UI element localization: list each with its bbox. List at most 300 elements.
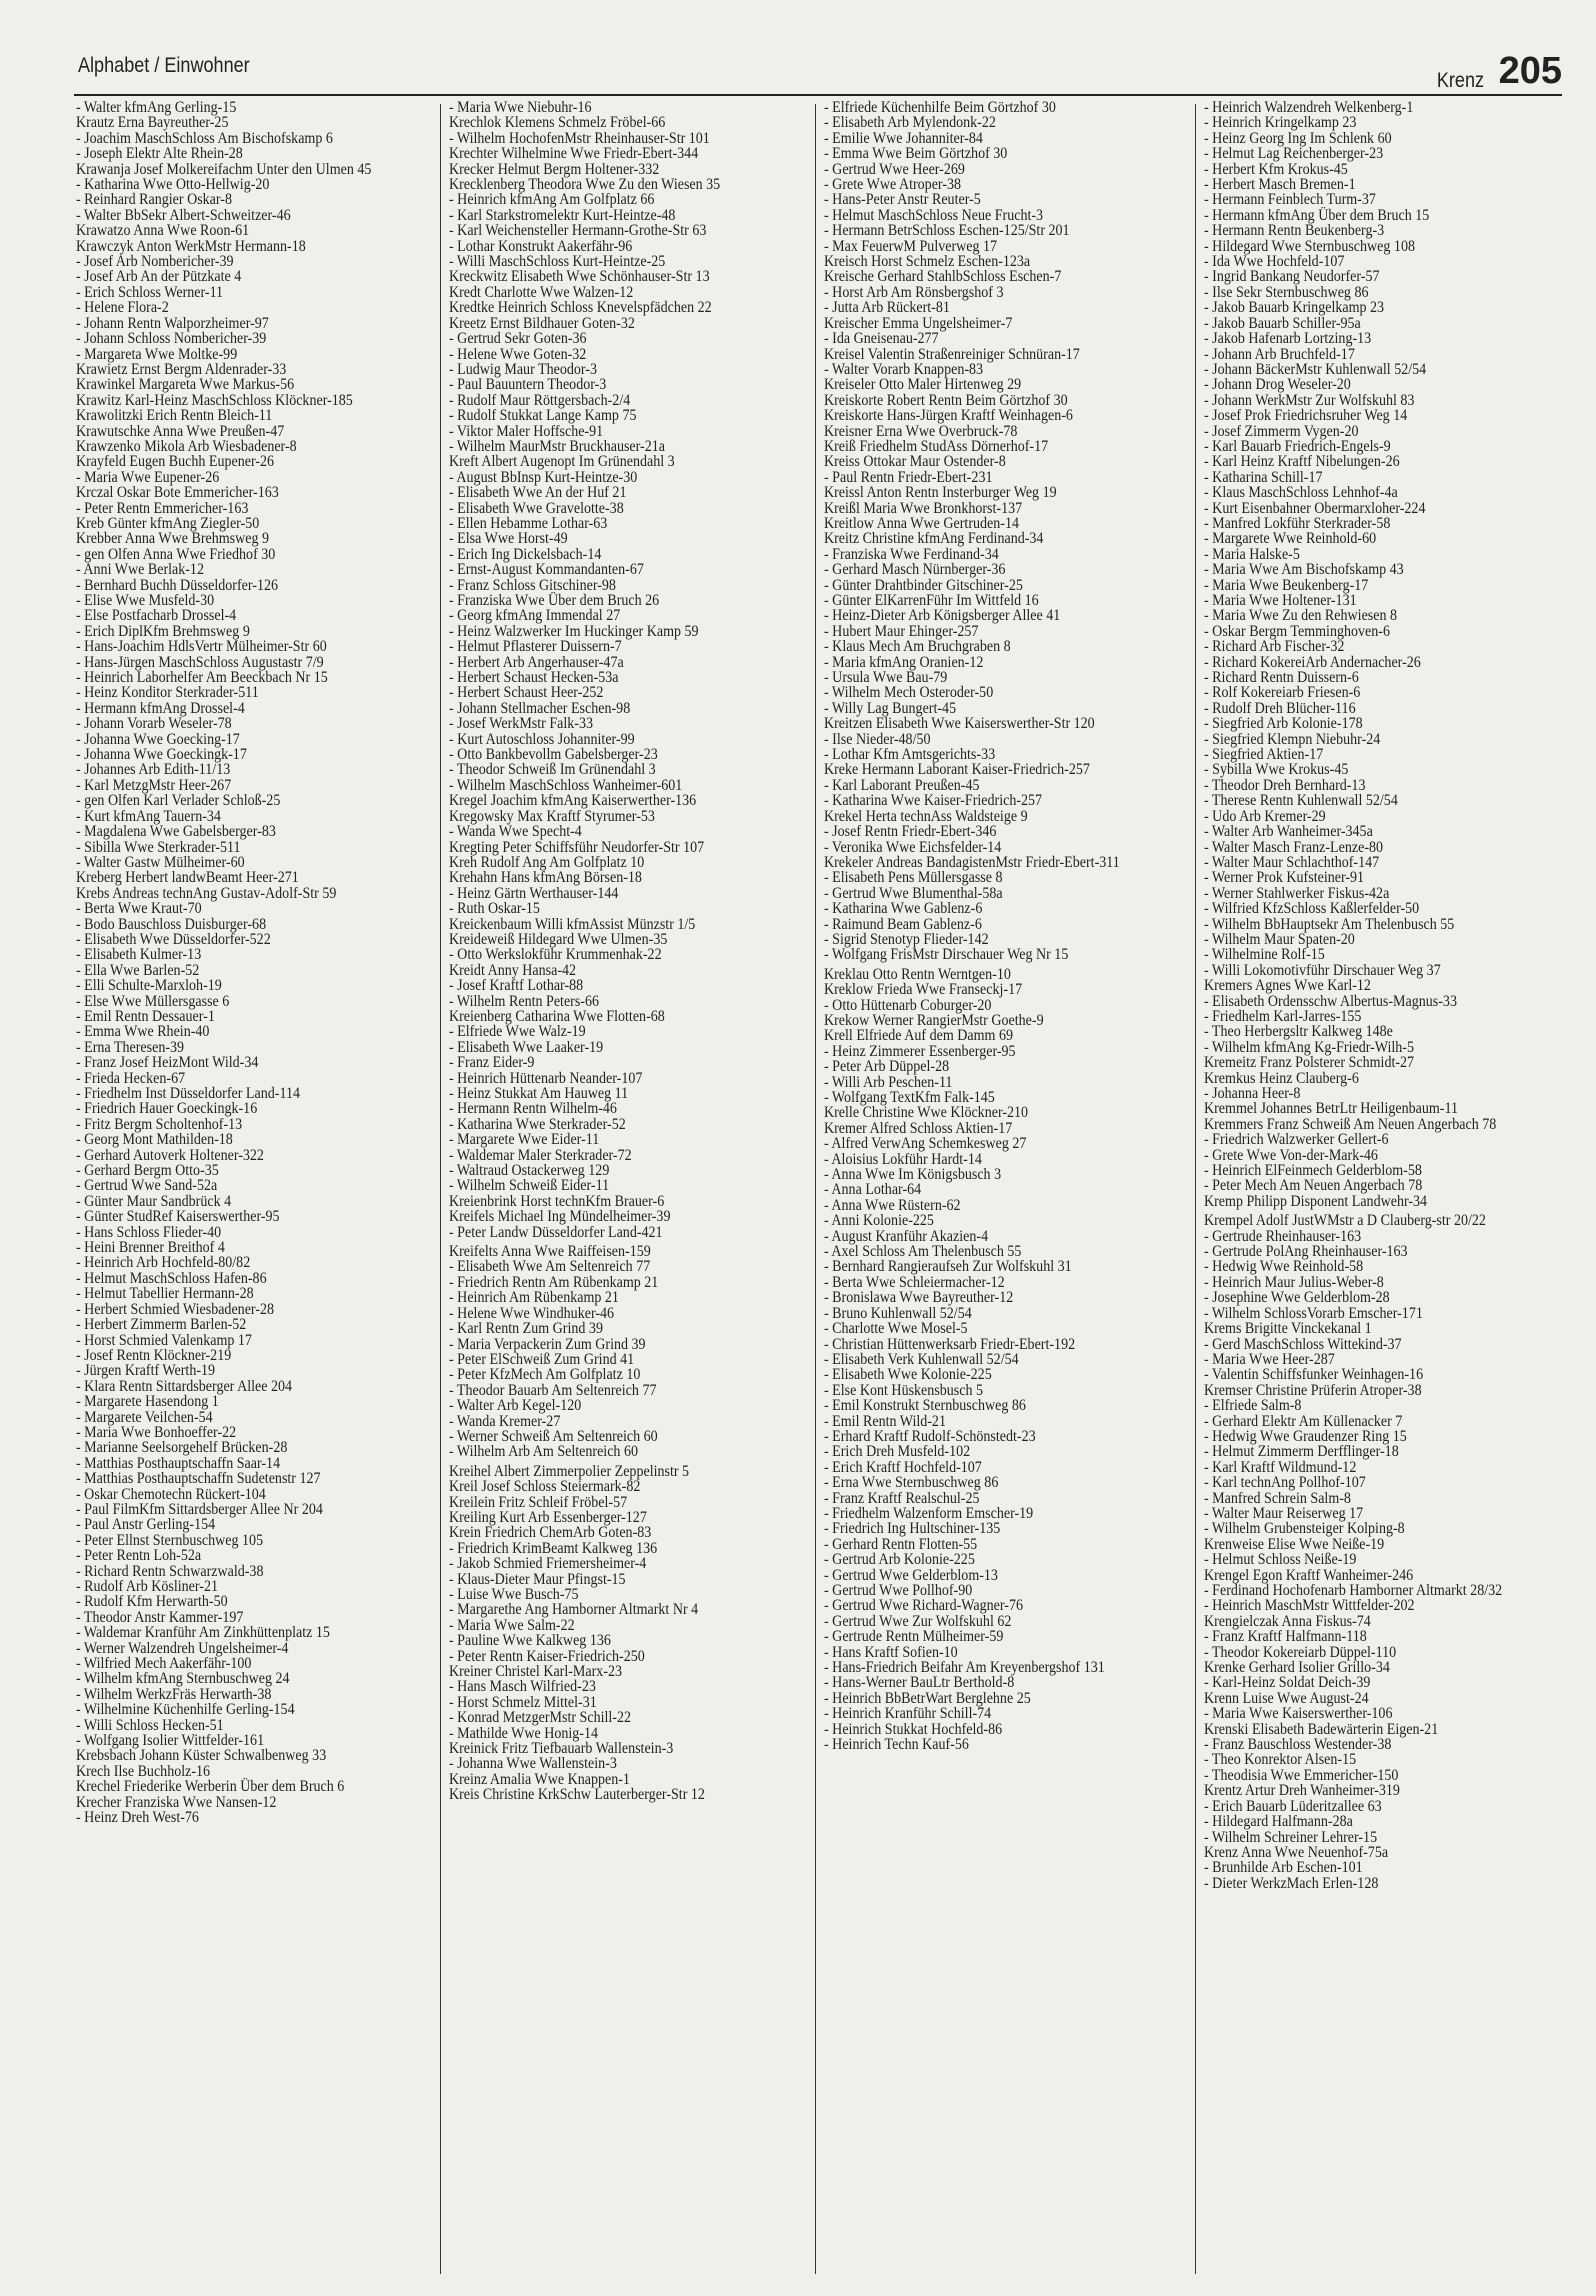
directory-entry: - Waldemar Kranführ Am Zinkhüttenplatz 15 bbox=[76, 1624, 330, 1642]
directory-entry: - Margarethe Ang Hamborner Altmarkt Nr 4 bbox=[449, 1601, 699, 1619]
directory-entry: - Helmut Zimmerm Derfflinger-18 bbox=[1204, 1443, 1399, 1461]
directory-entry: Kreft Albert Augenopt Im Grünendahl 3 bbox=[449, 453, 675, 471]
directory-entry: Kreetz Ernst Bildhauer Goten-32 bbox=[449, 314, 635, 332]
directory-entry: - Rudolf Dreh Blücher-116 bbox=[1204, 699, 1356, 717]
directory-entry: - Karl technAng Pollhof-107 bbox=[1204, 1474, 1366, 1492]
directory-entry: - Oskar Chemotechn Rückert-104 bbox=[76, 1485, 266, 1503]
directory-entry: - Lothar Kfm Amtsgerichts-33 bbox=[824, 746, 996, 764]
directory-entry: - Werner Schweiß Am Seltenreich 60 bbox=[449, 1427, 658, 1445]
directory-entry: - Karl Kraftf Wildmund-12 bbox=[1204, 1458, 1357, 1476]
directory-entry: - Maria Wwe Niebuhr-16 bbox=[449, 100, 592, 116]
directory-entry: - Heini Brenner Breithof 4 bbox=[76, 1239, 225, 1257]
directory-entry: - Ilse Sekr Sternbuschweg 86 bbox=[1204, 283, 1369, 301]
directory-entry: Kregowsky Max Kraftf Styrumer-53 bbox=[449, 807, 655, 825]
directory-entry: - Helene Wwe Goten-32 bbox=[449, 345, 587, 363]
directory-entry: - Hermann Feinblech Turm-37 bbox=[1204, 191, 1376, 209]
directory-entry: - Gertrud Wwe Blumenthal-58a bbox=[824, 884, 1003, 902]
directory-entry: - Gertrud Arb Kolonie-225 bbox=[824, 1551, 975, 1569]
directory-entry: Kreihel Albert Zimmerpolier Zeppelinstr 5 bbox=[449, 1462, 690, 1480]
directory-entry: Krenski Elisabeth Badewärterin Eigen-21 bbox=[1204, 1720, 1439, 1738]
directory-entry: - Herbert Masch Bremen-1 bbox=[1204, 176, 1356, 194]
directory-entry: - Siegfried Arb Kolonie-178 bbox=[1204, 715, 1363, 733]
directory-entry: Kreitlow Anna Wwe Gertruden-14 bbox=[824, 514, 1020, 532]
directory-entry: - Friedhelm Walzenform Emscher-19 bbox=[824, 1504, 1034, 1522]
directory-entry: - Heinz Konditor Sterkrader-511 bbox=[76, 684, 259, 702]
directory-entry: Krawzenko Mikola Arb Wiesbadener-8 bbox=[76, 437, 297, 455]
directory-entry: Krenweise Elise Wwe Neiße-19 bbox=[1204, 1535, 1385, 1553]
directory-entry: Kreil Josef Schloss Steiermark-82 bbox=[449, 1478, 641, 1496]
directory-entry: Krawanja Josef Molkereifachm Unter den Ulmen 45 bbox=[76, 160, 372, 178]
directory-entry: - Walter Arb Wanheimer-345a bbox=[1204, 823, 1373, 841]
directory-entry: - Heinz Gärtn Werthauser-144 bbox=[449, 884, 619, 902]
directory-entry: - Wanda Wwe Specht-4 bbox=[449, 823, 582, 841]
directory-entry: Krentz Artur Dreh Wanheimer-319 bbox=[1204, 1782, 1400, 1800]
directory-entry: - Erich Ing Dickelsbach-14 bbox=[449, 545, 602, 563]
directory-entry: - Anna Lothar-64 bbox=[824, 1181, 922, 1199]
directory-entry: - Else Kont Hüskensbusch 5 bbox=[824, 1381, 984, 1399]
directory-entry: - Hermann Rentn Wilhelm-46 bbox=[449, 1100, 617, 1118]
directory-entry: - Johann Vorarb Weseler-78 bbox=[76, 715, 232, 733]
directory-entry: - Gertrud Sekr Goten-36 bbox=[449, 330, 587, 348]
column-divider bbox=[1195, 104, 1196, 2274]
directory-entry: - Günter StudRef Kaiserswerther-95 bbox=[76, 1208, 280, 1226]
directory-entry: - Elli Schulte-Marxloh-19 bbox=[76, 977, 222, 995]
directory-entry: Kreitz Christine kfmAng Ferdinand-34 bbox=[824, 530, 1044, 548]
directory-entry: - gen Olfen Anna Wwe Friedhof 30 bbox=[76, 545, 276, 563]
directory-entry: - Paul Bauuntern Theodor-3 bbox=[449, 376, 607, 394]
directory-entry: - Elisabeth Wwe Am Seltenreich 77 bbox=[449, 1258, 651, 1276]
directory-entry: Kreiß Friedhelm StudAss Dörnerhof-17 bbox=[824, 437, 1049, 455]
directory-entry: Kreberg Herbert landwBeamt Heer-271 bbox=[76, 869, 299, 887]
directory-entry: Krayfeld Eugen Buchh Eupener-26 bbox=[76, 453, 275, 471]
directory-entry: Krawietz Ernst Bergm Aldenrader-33 bbox=[76, 360, 287, 378]
directory-entry: - Hubert Maur Ehinger-257 bbox=[824, 622, 979, 640]
directory-entry: Kreidt Anny Hansa-42 bbox=[449, 961, 577, 979]
directory-entry: - Günter Maur Sandbrück 4 bbox=[76, 1192, 232, 1210]
directory-entry: - Richard Rentn Duissern-6 bbox=[1204, 669, 1359, 687]
directory-entry: - Friedrich KrimBeamt Kalkweg 136 bbox=[449, 1539, 658, 1557]
directory-entry: - Udo Arb Kremer-29 bbox=[1204, 807, 1326, 825]
directory-entry: - Ellen Hebamme Lothar-63 bbox=[449, 514, 608, 532]
directory-entry: - Emilie Wwe Johanniter-84 bbox=[824, 129, 983, 147]
directory-entry: - Anni Kolonie-225 bbox=[824, 1212, 934, 1230]
directory-entry: Kreinz Amalia Wwe Knappen-1 bbox=[449, 1770, 630, 1788]
directory-entry: - Manfred Lokführ Sterkrader-58 bbox=[1204, 514, 1391, 532]
directory-entry: Kreifels Michael Ing Mündelheimer-39 bbox=[449, 1208, 671, 1226]
directory-entry: Krechel Friederike Werberin Über dem Bruch 6 bbox=[76, 1778, 345, 1796]
directory-entry: - Hans Kraftf Sofien-10 bbox=[824, 1643, 958, 1661]
directory-entry: - Berta Wwe Schleiermacher-12 bbox=[824, 1273, 1005, 1291]
directory-entry: - Kurt Autoschloss Johanniter-99 bbox=[449, 730, 635, 748]
directory-entry: - Gerhard Rentn Flotten-55 bbox=[824, 1535, 978, 1553]
directory-entry: - Luise Wwe Busch-75 bbox=[449, 1586, 579, 1603]
directory-entry: - Wilhelm Mech Osteroder-50 bbox=[824, 684, 994, 702]
directory-entry: Krebsbach Johann Küster Schwalbenweg 33 bbox=[76, 1747, 327, 1765]
directory-entry: - Reinhard Rangier Oskar-8 bbox=[76, 191, 232, 209]
directory-entry: Krenn Luise Wwe August-24 bbox=[1204, 1689, 1369, 1707]
directory-entry: Krawinkel Margareta Wwe Markus-56 bbox=[76, 376, 295, 394]
directory-entry: - Erich Bauarb Lüderitzallee 63 bbox=[1204, 1797, 1382, 1815]
directory-entry: - Elisabeth Pens Müllersgasse 8 bbox=[824, 869, 1003, 887]
directory-entry: - Heinz Walzwerker Im Huckinger Kamp 59 bbox=[449, 622, 699, 640]
directory-entry: - Gertrud Wwe Sand-52a bbox=[76, 1177, 218, 1195]
directory-entry: - Mathilde Wwe Honig-14 bbox=[449, 1724, 599, 1742]
directory-entry: Kreiskorte Hans-Jürgen Kraftf Weinhagen-6 bbox=[824, 407, 1073, 425]
directory-entry: - Anna Wwe Rüstern-62 bbox=[824, 1196, 961, 1214]
directory-entry: - Wilfried Mech Aakerfähr-100 bbox=[76, 1655, 252, 1673]
directory-entry: - Elisabeth Wwe Düsseldorfer-522 bbox=[76, 930, 271, 948]
directory-entry: - Max FeuerwM Pulverweg 17 bbox=[824, 237, 998, 255]
directory-entry: - Werner Walzendreh Ungelsheimer-4 bbox=[76, 1639, 289, 1657]
directory-entry: - Ella Wwe Barlen-52 bbox=[76, 961, 200, 979]
directory-entry: - Gerhard Elektr Am Küllenacker 7 bbox=[1204, 1412, 1403, 1430]
directory-entry: - Elisabeth Wwe Laaker-19 bbox=[449, 1038, 604, 1056]
directory-entry: - Hermann kfmAng Über dem Bruch 15 bbox=[1204, 206, 1430, 224]
directory-entry: Kreinick Fritz Tiefbauarb Wallenstein-3 bbox=[449, 1740, 674, 1758]
directory-entry: - Ilse Nieder-48/50 bbox=[824, 730, 931, 748]
directory-entry: - Therese Rentn Kuhlenwall 52/54 bbox=[1204, 792, 1398, 810]
directory-entry: - Richard Arb Fischer-32 bbox=[1204, 638, 1345, 656]
directory-entry: - Heinz Zimmerer Essenberger-95 bbox=[824, 1042, 1016, 1060]
directory-entry: Kreis Christine KrkSchw Lauterberger-Str 12 bbox=[449, 1786, 705, 1804]
directory-entry: Krech Ilse Buchholz-16 bbox=[76, 1762, 211, 1780]
directory-entry: - Josef Arb An der Pützkate 4 bbox=[76, 268, 242, 286]
directory-entry: - Gertrud Wwe Zur Wolfskuhl 62 bbox=[824, 1612, 1012, 1630]
directory-entry: - Johannes Arb Edith-11/13 bbox=[76, 761, 231, 779]
directory-entry: - Walter Arb Kegel-120 bbox=[449, 1397, 582, 1415]
directory-entry: - Franz Josef HeizMont Wild-34 bbox=[76, 1054, 259, 1072]
directory-entry: - Heinrich Stukkat Hochfeld-86 bbox=[824, 1720, 1003, 1738]
directory-entry: - Wilhelm Arb Am Seltenreich 60 bbox=[449, 1443, 638, 1461]
directory-entry: Krenz Anna Wwe Neuenhof-75a bbox=[1204, 1843, 1389, 1861]
directory-entry: - Peter KfzMech Am Golfplatz 10 bbox=[449, 1366, 641, 1384]
directory-entry: - Heinz Stukkat Am Hauweg 11 bbox=[449, 1085, 629, 1102]
directory-entry: Kregel Joachim kfmAng Kaiserwerther-136 bbox=[449, 792, 697, 810]
directory-entry: - Ida Gneisenau-277 bbox=[824, 330, 939, 348]
directory-entry: - Theodisia Wwe Emmericher-150 bbox=[1204, 1766, 1399, 1784]
directory-entry: Krecklenberg Theodora Wwe Zu den Wiesen 35 bbox=[449, 176, 721, 194]
directory-entry: - Katharina Wwe Kaiser-Friedrich-257 bbox=[824, 792, 1043, 810]
directory-entry: - Heinrich BbBetrWart Berglehne 25 bbox=[824, 1689, 1031, 1707]
directory-entry: - Karl-Heinz Soldat Deich-39 bbox=[1204, 1674, 1371, 1692]
directory-entry: - Elfriede Wwe Walz-19 bbox=[449, 1023, 586, 1041]
directory-entry: - Richard Rentn Schwarzwald-38 bbox=[76, 1562, 264, 1580]
directory-entry: - Gertrude PolAng Rheinhauser-163 bbox=[1204, 1243, 1408, 1261]
directory-entry: - Matthias Posthauptschaffn Saar-14 bbox=[76, 1454, 281, 1472]
running-head-keyword: Krenz bbox=[1437, 69, 1485, 92]
directory-entry: - Hans-Jürgen MaschSchloss Augustastr 7/9 bbox=[76, 653, 324, 671]
directory-entry: - Klaus-Dieter Maur Pfingst-15 bbox=[449, 1570, 626, 1588]
directory-entry: - Otto Hüttenarb Coburger-20 bbox=[824, 996, 992, 1014]
directory-entry: - Wilhelm BbHauptsekr Am Thelenbusch 55 bbox=[1204, 915, 1455, 933]
directory-entry: - Franz Kraftf Realschul-25 bbox=[824, 1489, 980, 1507]
directory-entry: - Heinrich Kringelkamp 23 bbox=[1204, 114, 1357, 132]
directory-entry: - Gerhard Masch Nürnberger-36 bbox=[824, 561, 1006, 579]
directory-entry: Kreklow Frieda Wwe Franseckj-17 bbox=[824, 981, 1023, 999]
directory-entry: - Katharina Wwe Otto-Hellwig-20 bbox=[76, 176, 270, 194]
directory-entry: - Hermann BetrSchloss Eschen-125/Str 201 bbox=[824, 222, 1070, 240]
directory-entry: - Friedhelm Karl-Jarres-155 bbox=[1204, 1007, 1362, 1025]
directory-entry: - Walter kfmAng Gerling-15 bbox=[76, 100, 237, 116]
directory-entry: - Wilhelm Maur Spaten-20 bbox=[1204, 930, 1355, 948]
directory-entry: Krczal Oskar Bote Emmericher-163 bbox=[76, 484, 279, 502]
directory-entry: - Valentin Schiffsfunker Weinhagen-16 bbox=[1204, 1366, 1424, 1384]
directory-entry: - Johanna Wwe Goecking-17 bbox=[76, 730, 240, 748]
directory-entry: - Lothar Konstrukt Aakerfähr-96 bbox=[449, 237, 633, 255]
directory-entry: - Katharina Wwe Gablenz-6 bbox=[824, 900, 983, 918]
directory-entry: - Karl Starkstromelektr Kurt-Heintze-48 bbox=[449, 206, 676, 224]
directory-entry: - Peter Ellnst Sternbuschweg 105 bbox=[76, 1531, 264, 1549]
directory-entry: - Georg Mont Mathilden-18 bbox=[76, 1131, 233, 1149]
directory-entry: - Rudolf Stukkat Lange Kamp 75 bbox=[449, 407, 637, 425]
directory-entry: Krawczyk Anton WerkMstr Hermann-18 bbox=[76, 237, 306, 255]
directory-entry: - Christian Hüttenwerksarb Friedr-Ebert-192 bbox=[824, 1335, 1076, 1353]
directory-entry: - Aloisius Lokführ Hardt-14 bbox=[824, 1150, 982, 1168]
directory-entry: - Hedwig Wwe Reinhold-58 bbox=[1204, 1258, 1364, 1276]
directory-entry: - Erich Dreh Musfeld-102 bbox=[824, 1443, 971, 1461]
directory-entry: - Katharina Wwe Sterkrader-52 bbox=[449, 1115, 626, 1133]
directory-entry: Kreiss Ottokar Maur Ostender-8 bbox=[824, 453, 1006, 471]
directory-entry: Kremser Christine Prüferin Atroper-38 bbox=[1204, 1381, 1422, 1399]
directory-entry: - Helmut Lag Reichenberger-23 bbox=[1204, 145, 1384, 163]
column-divider bbox=[440, 104, 441, 2274]
directory-entry: - Rudolf Kfm Herwarth-50 bbox=[76, 1593, 228, 1611]
directory-entry: Kreienberg Catharina Wwe Flotten-68 bbox=[449, 1007, 665, 1025]
directory-entry: - Helmut Tabellier Hermann-28 bbox=[76, 1285, 254, 1303]
directory-entry: Kreitzen Elisabeth Wwe Kaiserswerther-Str 120 bbox=[824, 715, 1095, 733]
directory-entry: Kreiling Kurt Arb Essenberger-127 bbox=[449, 1508, 647, 1526]
directory-entry: Kreke Hermann Laborant Kaiser-Friedrich-257 bbox=[824, 761, 1090, 779]
page-header bbox=[74, 48, 1562, 96]
directory-entry: - Rudolf Arb Kösliner-21 bbox=[76, 1578, 219, 1595]
directory-entry: - Jakob Bauarb Kringelkamp 23 bbox=[1204, 299, 1385, 317]
directory-entry: - Willi MaschSchloss Kurt-Heintze-25 bbox=[449, 253, 666, 271]
directory-entry: - Berta Wwe Kraut-70 bbox=[76, 900, 202, 918]
directory-entry: - Hans-Friedrich Beifahr Am Kreyenbergshof 131 bbox=[824, 1659, 1105, 1677]
directory-entry: - Wilhelm SchlossVorarb Emscher-171 bbox=[1204, 1304, 1423, 1322]
directory-entry: - Horst Schmelz Mittel-31 bbox=[449, 1693, 597, 1711]
directory-entry: Krawolitzki Erich Rentn Bleich-11 bbox=[76, 407, 273, 425]
directory-entry: - Horst Schmied Valenkamp 17 bbox=[76, 1331, 252, 1349]
directory-entry: - Bodo Bauschloss Duisburger-68 bbox=[76, 915, 267, 933]
directory-entry: - Gertrude Rentn Mülheimer-59 bbox=[824, 1628, 1004, 1646]
directory-entry: - Jakob Hafenarb Lortzing-13 bbox=[1204, 330, 1372, 348]
directory-entry: - Maria Wwe Kaiserswerther-106 bbox=[1204, 1705, 1393, 1723]
directory-entry: - Karl Laborant Preußen-45 bbox=[824, 776, 980, 794]
directory-column-3 bbox=[824, 100, 1190, 2270]
directory-entry: - Johann Drog Weseler-20 bbox=[1204, 376, 1351, 394]
directory-entry: - Emil Rentn Dessauer-1 bbox=[76, 1007, 215, 1025]
directory-entry: - Grete Wwe Von-der-Mark-46 bbox=[1204, 1146, 1378, 1164]
directory-entry: - Josef Zimmerm Vygen-20 bbox=[1204, 422, 1359, 440]
directory-entry: - Helmut Pflasterer Duissern-7 bbox=[449, 638, 622, 656]
directory-entry: - Heinrich Am Rübenkamp 21 bbox=[449, 1289, 619, 1307]
directory-entry: - Gertrude Rheinhauser-163 bbox=[1204, 1227, 1362, 1245]
directory-entry: - Ursula Wwe Bau-79 bbox=[824, 669, 948, 687]
directory-entry: Kremp Philipp Disponent Landwehr-34 bbox=[1204, 1192, 1428, 1210]
directory-entry: Krelle Christine Wwe Klöckner-210 bbox=[824, 1104, 1029, 1122]
directory-entry: - Helmut Schloss Neiße-19 bbox=[1204, 1551, 1357, 1569]
directory-entry: - Klara Rentn Sittardsberger Allee 204 bbox=[76, 1377, 293, 1395]
directory-entry: - Werner Prok Kufsteiner-91 bbox=[1204, 869, 1365, 887]
directory-entry: - Johann Stellmacher Eschen-98 bbox=[449, 699, 631, 717]
directory-entry: - Elisabeth Wwe An der Huf 21 bbox=[449, 484, 627, 502]
directory-entry: - Ferdinand Hochofenarb Hamborner Altmarkt 28/32 bbox=[1204, 1582, 1503, 1599]
directory-entry: - Marianne Seelsorgehelf Brücken-28 bbox=[76, 1439, 288, 1457]
directory-entry: - Friedrich Rentn Am Rübenkamp 21 bbox=[449, 1273, 659, 1291]
directory-entry: - Waldemar Maler Sterkrader-72 bbox=[449, 1146, 632, 1164]
directory-entry: Krebber Anna Wwe Brehmsweg 9 bbox=[76, 530, 270, 548]
directory-entry: - Erich Schloss Werner-11 bbox=[76, 283, 224, 301]
directory-entry: - Emil Rentn Wild-21 bbox=[824, 1412, 946, 1430]
directory-entry: - Josef Rentn Friedr-Ebert-346 bbox=[824, 823, 997, 841]
directory-entry: - Ruth Oskar-15 bbox=[449, 900, 540, 918]
directory-entry: Kreiskorte Robert Rentn Beim Görtzhof 30 bbox=[824, 391, 1068, 409]
directory-entry: Kreh Rudolf Ang Am Golfplatz 10 bbox=[449, 853, 645, 871]
directory-entry: - Alfred VerwAng Schemkesweg 27 bbox=[824, 1135, 1027, 1153]
directory-entry: - Josephine Wwe Gelderblom-28 bbox=[1204, 1289, 1390, 1307]
section-title: Alphabet / Einwohner bbox=[78, 54, 250, 77]
directory-column-4 bbox=[1204, 100, 1566, 2270]
directory-entry: - Wolfgang TextKfm Falk-145 bbox=[824, 1089, 995, 1106]
directory-entry: - Hans-Joachim HdlsVertr Mülheimer-Str 60 bbox=[76, 638, 327, 656]
directory-entry: - Karl MetzgMstr Heer-267 bbox=[76, 776, 232, 794]
directory-entry: - Franz Kraftf Halfmann-118 bbox=[1204, 1628, 1367, 1646]
directory-entry: - Klaus MaschSchloss Lehnhof-4a bbox=[1204, 484, 1398, 502]
directory-entry: Krempel Adolf JustWMstr a D Clauberg-str 20/22 bbox=[1204, 1212, 1486, 1230]
directory-entry: - Elisabeth Kulmer-13 bbox=[76, 946, 202, 964]
directory-entry: - Theodor Kokereiarb Düppel-110 bbox=[1204, 1643, 1397, 1661]
directory-entry: - Friedrich Hauer Goeckingk-16 bbox=[76, 1100, 258, 1118]
directory-entry: - Josef Rentn Klöckner-219 bbox=[76, 1346, 232, 1364]
directory-entry: Kreiseler Otto Maler Hirtenweg 29 bbox=[824, 376, 1022, 394]
directory-entry: - Gertrud Wwe Pollhof-90 bbox=[824, 1582, 973, 1599]
directory-entry: - Raimund Beam Gablenz-6 bbox=[824, 915, 982, 933]
directory-entry: - Bernhard Rangieraufseh Zur Wolfskuhl 31 bbox=[824, 1258, 1072, 1276]
directory-entry: - Günter Drahtbinder Gitschiner-25 bbox=[824, 576, 1023, 594]
directory-entry: - Wolfgang FrisMstr Dirschauer Weg Nr 15 bbox=[824, 946, 1069, 964]
directory-entry: Kreißl Maria Wwe Bronkhorst-137 bbox=[824, 499, 1023, 517]
directory-entry: - Elisabeth Arb Mylendonk-22 bbox=[824, 114, 996, 132]
directory-entry: - Herbert Schmied Wiesbadener-28 bbox=[76, 1300, 275, 1318]
directory-entry: - Paul Rentn Friedr-Ebert-231 bbox=[824, 468, 993, 486]
directory-entry: Krautz Erna Bayreuther-25 bbox=[76, 114, 229, 132]
directory-entry: Krekeler Andreas BandagistenMstr Friedr-Ebert-311 bbox=[824, 853, 1120, 871]
directory-entry: - Theodor Dreh Bernhard-13 bbox=[1204, 776, 1366, 794]
directory-entry: - Konrad MetzgerMstr Schill-22 bbox=[449, 1709, 632, 1727]
directory-entry: - Erna Wwe Sternbuschweg 86 bbox=[824, 1474, 999, 1492]
directory-entry: - Wilhelmine Rolf-15 bbox=[1204, 946, 1325, 964]
directory-entry: - Hans Masch Wilfried-23 bbox=[449, 1678, 596, 1696]
directory-entry: - Peter Arb Düppel-28 bbox=[824, 1058, 950, 1076]
directory-entry: Kreilein Fritz Schleif Fröbel-57 bbox=[449, 1493, 628, 1511]
directory-entry: - Walter Vorarb Knappen-83 bbox=[824, 360, 984, 378]
directory-entry: - Elisabeth Wwe Kolonie-225 bbox=[824, 1366, 992, 1384]
directory-entry: - Hermann Rentn Beukenberg-3 bbox=[1204, 222, 1385, 240]
directory-entry: - Fritz Bergm Scholtenhof-13 bbox=[76, 1115, 243, 1133]
directory-entry: Krechlok Klemens Schmelz Fröbel-66 bbox=[449, 114, 666, 132]
directory-entry: - Wilhelm Schreiner Lehrer-15 bbox=[1204, 1828, 1378, 1846]
directory-entry: - Hans Schloss Flieder-40 bbox=[76, 1223, 222, 1241]
directory-entry: - Richard KokereiArb Andernacher-26 bbox=[1204, 653, 1421, 671]
directory-entry: - Friedrich Ing Hultschiner-135 bbox=[824, 1520, 1001, 1538]
directory-entry: - Willi Schloss Hecken-51 bbox=[76, 1716, 224, 1734]
directory-entry: - Franz Schloss Gitschiner-98 bbox=[449, 576, 616, 594]
directory-entry: Kreickenbaum Willi kfmAssist Münzstr 1/5 bbox=[449, 915, 696, 933]
directory-entry: - Veronika Wwe Eichsfelder-14 bbox=[824, 838, 1002, 856]
directory-entry: - Wilhelm HochofenMstr Rheinhauser-Str 101 bbox=[449, 129, 710, 147]
directory-entry: - Heinrich Maur Julius-Weber-8 bbox=[1204, 1273, 1384, 1291]
directory-entry: - Karl Bauarb Friedrich-Engels-9 bbox=[1204, 437, 1391, 455]
directory-entry: - Magdalena Wwe Gabelsberger-83 bbox=[76, 823, 276, 841]
directory-entry: - Wilhelm Grubensteiger Kolping-8 bbox=[1204, 1520, 1405, 1538]
directory-entry: - Willi Arb Peschen-11 bbox=[824, 1073, 953, 1091]
directory-entry: - Manfred Schrein Salm-8 bbox=[1204, 1489, 1351, 1507]
directory-entry: - Walter Gastw Mülheimer-60 bbox=[76, 853, 245, 871]
directory-entry: Kremmers Franz Schweiß Am Neuen Angerbach 78 bbox=[1204, 1115, 1497, 1133]
directory-entry: - Heinz Dreh West-76 bbox=[76, 1809, 199, 1827]
directory-entry: Kreiner Christel Karl-Marx-23 bbox=[449, 1663, 623, 1681]
directory-entry: - Sigrid Stenotyp Flieder-142 bbox=[824, 930, 989, 948]
directory-entry: - Emma Wwe Beim Görtzhof 30 bbox=[824, 145, 1008, 163]
directory-entry: - Josef WerkMstr Falk-33 bbox=[449, 715, 594, 733]
directory-entry: - Heinrich ElFeinmech Gelderblom-58 bbox=[1204, 1162, 1422, 1180]
directory-entry: - Karl Heinz Kraftf Nibelungen-26 bbox=[1204, 453, 1400, 471]
directory-entry: - Johanna Wwe Wallenstein-3 bbox=[449, 1755, 617, 1773]
directory-entry: Krems Brigitte Vinckekanal 1 bbox=[1204, 1320, 1372, 1338]
directory-entry: - Elise Wwe Musfeld-30 bbox=[76, 592, 215, 609]
directory-entry: Krebs Andreas technAng Gustav-Adolf-Str 59 bbox=[76, 884, 337, 902]
directory-entry: Krawatzo Anna Wwe Roon-61 bbox=[76, 222, 250, 240]
directory-entry: Krawitz Karl-Heinz MaschSchloss Klöckner-185 bbox=[76, 391, 353, 409]
directory-entry: - Helmut MaschSchloss Neue Frucht-3 bbox=[824, 206, 1044, 224]
directory-entry: - Theo Herbergsltr Kalkweg 148e bbox=[1204, 1023, 1393, 1041]
directory-entry: - Jakob Schmied Friemersheimer-4 bbox=[449, 1555, 647, 1573]
directory-entry: - Emil Konstrukt Sternbuschweg 86 bbox=[824, 1397, 1026, 1415]
directory-entry: - Peter Rentn Emmericher-163 bbox=[76, 499, 249, 517]
directory-entry: - Wilhelm WerkzFräs Herwarth-38 bbox=[76, 1685, 272, 1703]
directory-entry: - Ludwig Maur Theodor-3 bbox=[449, 360, 597, 378]
directory-entry: - Ernst-August Kommandanten-67 bbox=[449, 561, 644, 579]
directory-entry: - Maria Wwe Beukenberg-17 bbox=[1204, 576, 1369, 594]
directory-entry: Kremeitz Franz Polsterer Schmidt-27 bbox=[1204, 1054, 1415, 1072]
directory-entry: - Paul FilmKfm Sittardsberger Allee Nr 204 bbox=[76, 1500, 323, 1518]
directory-entry: - Maria Wwe Holtener-131 bbox=[1204, 592, 1357, 609]
directory-entry: - Bronislawa Wwe Bayreuther-12 bbox=[824, 1289, 1014, 1307]
directory-entry: - Günter ElKarrenFühr Im Wittfeld 16 bbox=[824, 592, 1039, 609]
directory-entry: Kreklau Otto Rentn Werntgen-10 bbox=[824, 965, 1011, 983]
directory-entry: - Peter Landw Düsseldorfer Land-421 bbox=[449, 1223, 663, 1241]
directory-entry: - Heinrich kfmAng Am Golfplatz 66 bbox=[449, 191, 655, 209]
directory-entry: - Helene Flora-2 bbox=[76, 299, 169, 317]
directory-entry: Krehahn Hans kfmAng Börsen-18 bbox=[449, 869, 642, 887]
directory-entry: - Gerhard Bergm Otto-35 bbox=[76, 1162, 219, 1180]
directory-entry: - Theodor Anstr Kammer-197 bbox=[76, 1608, 244, 1626]
directory-entry: - Walter BbSekr Albert-Schweitzer-46 bbox=[76, 206, 291, 224]
directory-entry: Kreckwitz Elisabeth Wwe Schönhauser-Str 13 bbox=[449, 268, 710, 286]
directory-entry: - Jürgen Kraftf Werth-19 bbox=[76, 1362, 216, 1380]
directory-entry: - Johann WerkMstr Zur Wolfskuhl 83 bbox=[1204, 391, 1415, 409]
directory-entry: - Wilhelmine Küchenhilfe Gerling-154 bbox=[76, 1701, 295, 1719]
directory-entry: - Margarete Wwe Eider-11 bbox=[449, 1131, 600, 1149]
directory-entry: Kreisch Horst Schmelz Eschen-123a bbox=[824, 253, 1031, 271]
directory-entry: Kremers Agnes Wwe Karl-12 bbox=[1204, 977, 1371, 995]
directory-entry: Krecker Helmut Bergm Holtener-332 bbox=[449, 160, 660, 178]
directory-entry: - Maria Wwe Zu den Rehwiesen 8 bbox=[1204, 607, 1398, 625]
directory-entry: Kregting Peter Schiffsführ Neudorfer-Str 107 bbox=[449, 838, 705, 856]
directory-entry: - Maria Halske-5 bbox=[1204, 545, 1300, 563]
directory-entry: - Matthias Posthauptschaffn Sudetenstr 127 bbox=[76, 1470, 321, 1488]
